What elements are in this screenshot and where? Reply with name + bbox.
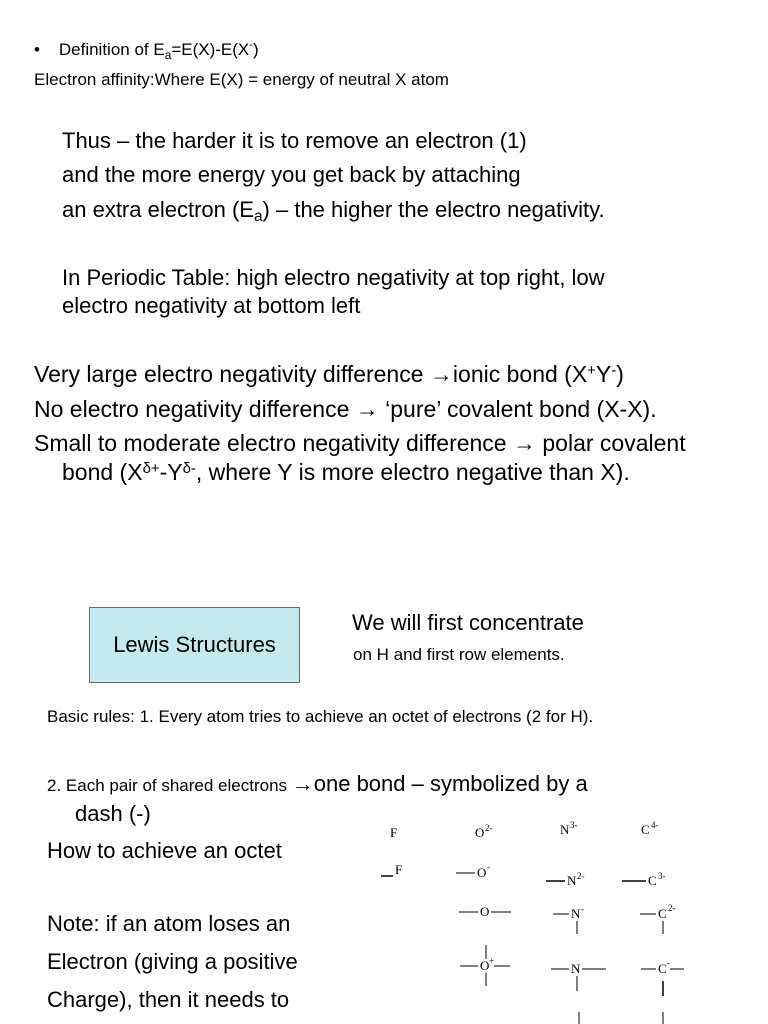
charge-n: -	[581, 904, 584, 914]
atom-c: C	[641, 822, 650, 837]
electron-affinity-line: Electron affinity:Where E(X) = energy of neutral X atom	[34, 70, 449, 89]
atom-c: C	[658, 961, 667, 976]
charge-o: 2-	[485, 823, 493, 833]
charge-c: -	[667, 958, 670, 968]
atom-n: N	[571, 961, 581, 976]
concentrate-line-2: on H and first row elements.	[353, 645, 565, 664]
concentrate-line-1: We will first concentrate	[352, 610, 584, 635]
definition-line: • Definition of $E_a=E(X)-E(X^-)$	[34, 39, 259, 62]
basic-rules-line: Basic rules: 1. Every atom tries to achieve an octet of electrons (2 for H).	[47, 707, 594, 726]
lewis-structures-title: Lewis Structures	[113, 632, 276, 657]
charge-n: 2-	[577, 871, 585, 881]
note-line-2: Electron (giving a positive	[47, 949, 298, 974]
atom-c: C	[658, 906, 667, 921]
periodic-line-2: electro negativity at bottom left	[62, 293, 361, 318]
charge-o: -	[487, 862, 490, 872]
note-line-3: Charge), then it needs to	[47, 987, 290, 1012]
diff-line-1: Very large electro negativity difference →ionic bond (X+Y-)	[34, 361, 624, 387]
atom-n: N	[567, 873, 577, 888]
thus-line-1: Thus – the harder it is to remove an electron (1)	[62, 128, 527, 153]
atom-o: O	[480, 904, 490, 919]
arrow-icon: →	[355, 396, 379, 422]
diff-line-2: No electro negativity difference → ‘pure’ covalent bond (X-X).	[34, 396, 657, 422]
charge-o: +	[489, 956, 495, 966]
octet-heading: How to achieve an octet	[47, 838, 282, 863]
atom-o: O	[477, 865, 487, 880]
charge-n: 3-	[570, 820, 578, 830]
note-line-1: Note: if an atom loses an	[47, 911, 291, 936]
lewis-structures-box	[89, 607, 300, 683]
diff-line-3: Small to moderate electro negativity difference → polar covalent	[34, 430, 686, 456]
charge-c: 3-	[658, 871, 666, 881]
arrow-icon: →	[291, 771, 314, 796]
atom-c: C	[648, 873, 657, 888]
atom-o: O	[475, 825, 485, 840]
periodic-line-1: In Periodic Table: high electro negativity at top right, low	[62, 265, 605, 290]
arrow-icon: →	[429, 361, 453, 387]
arrow-icon: →	[513, 430, 536, 456]
rule-2-line-1: 2. Each pair of shared electrons →one bond – symbolized by a	[47, 771, 588, 796]
thus-line-2: and the more energy you get back by attaching	[62, 162, 521, 187]
atom-f: F	[390, 825, 398, 840]
rule-2-line-2: dash (-)	[75, 801, 151, 826]
charge-c: 2-	[668, 903, 676, 913]
bullet: •	[34, 40, 40, 59]
thus-line-3: an extra electron (Ea) – the higher the electro negativity.	[62, 197, 605, 225]
atom-n: N	[560, 822, 570, 837]
atom-n: N	[571, 906, 581, 921]
atom-o: O	[480, 958, 490, 973]
atom-f: F	[395, 862, 403, 877]
diff-line-4: bond ($X^{\delta+}-Y^{\delta-}$, where Y is more electro negative than X).	[62, 459, 630, 485]
charge-c: 4-	[651, 820, 659, 830]
